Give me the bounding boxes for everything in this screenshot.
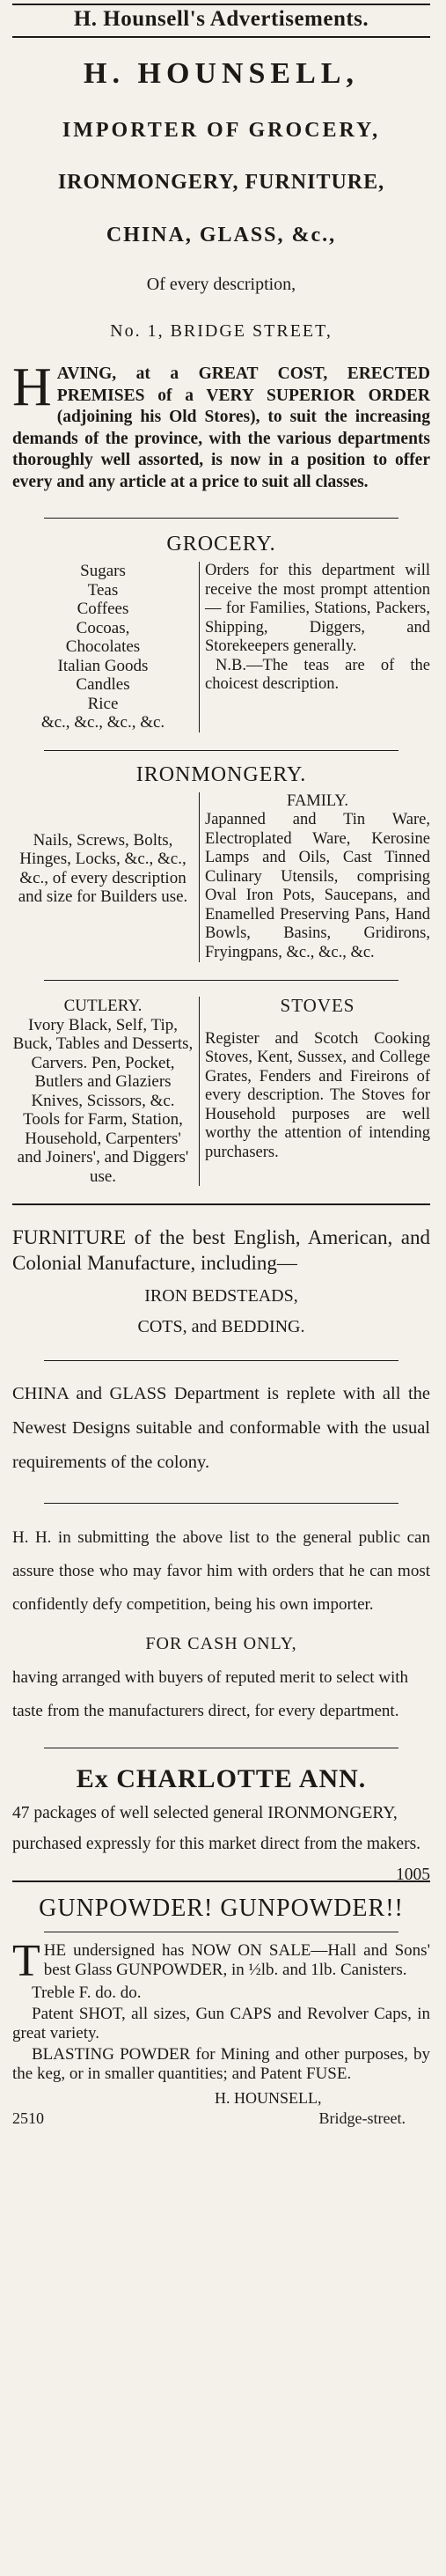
cutlery-title: CUTLERY. [63,997,143,1015]
ironmongery-section [12,792,430,963]
china-line: CHINA, GLASS, &c., [106,224,337,247]
hh-paragraph: H. H. in submitting the above list to the general public can assure those who may favor him with orders that he can most confidently defy competition, being his own importer. [12,1528,430,1614]
list-item: Sugars [80,562,126,580]
list-item: Italian Goods [57,656,149,675]
ex-number: 1005 [396,1866,430,1884]
grocery-list [12,562,194,732]
list-item: Candles [76,675,130,694]
builders-list [12,792,194,963]
ex-text: 47 packages of well selected general IRONMONGERY, purchased expressly for this market direct from the makers. [12,1804,421,1853]
divider [44,750,398,751]
cutlery-text: Ivory Black, Self, Tip, Buck, Tables and Desserts, Carvers. Pen, Pocket, Butlers and Glaziers Knives, Scissors, &c. Tools for Farm, Station, Household, Carpenters' and Joiners', and Diggers' use. [12,1015,194,1186]
address-line: No. 1, BRIDGE STREET, [110,321,333,341]
gunpowder-address: Bridge-street. [318,2109,406,2127]
ex-title: Ex CHARLOTTE ANN. [76,1764,367,1793]
gunpowder-text-4: BLASTING POWDER for Mining and other purposes, by the keg, or in smaller quantities; and Patent FUSE. [12,2045,430,2083]
family-section [205,792,430,963]
brace [199,562,200,732]
gunpowder-signature: H. HOUNSELL, [215,2089,322,2107]
family-text: Japanned and Tin Ware, Electroplated Ware, Kerosine Lamps and Oils, Cast Tinned Culinary Utensils, comprising Oval Iron Pots, Saucepans, and Enamelled Preserving Pans, Hand Bowls, Basins, Gridirons, Fryingpans, &c., &c., &c. [205,811,430,961]
list-item: &c., &c., &c., &c. [40,713,165,732]
grocery-description-text: Orders for this department will receive the most prompt attention — for Families, Stations, Packers, Shipping, Diggers, and Storekeepers generally. [205,562,430,655]
intro-dropcap: H [12,357,52,417]
divider [44,980,398,981]
intro-paragraph [12,357,430,493]
cash-text: having arranged with buyers of reputed merit to select with taste from the manufacturers direct, for every department. [12,1668,409,1720]
stoves-section [205,997,430,1186]
grocery-title: GROCERY. [166,533,276,556]
grocery-description [205,562,430,732]
divider [12,1203,430,1205]
gunpowder-paragraph [12,1936,430,1986]
gunpowder-text-3: Patent SHOT, all sizes, Gun CAPS and Revolver Caps, in great variety. [12,2005,430,2042]
divider [44,518,398,519]
furniture-text: FURNITURE of the best English, American, and Colonial Manufacture, including— [12,1226,430,1274]
divider [44,1503,398,1504]
grocery-note: N.B.—The teas are of the choicest description. [205,656,430,693]
list-item: Cocoas, [76,618,130,637]
intro-text: AVING, at a GREAT COST, ERECTED PREMISES of a VERY SUPERIOR ORDER (adjoining his Old Stores), to suit the increasing demands of the province, with the various departments thoroughly well assorted, is now in a position to offer every and any article at a price to suit all classes. [12,364,430,491]
gunpowder-title: GUNPOWDER! GUNPOWDER!! [39,1895,404,1922]
gunpowder-text-1: HE undersigned has NOW ON SALE—Hall and Sons' best Glass GUNPOWDER, in ½lb. and 1lb. Canisters. [43,1941,430,1979]
divider [44,1360,398,1361]
cutlery-section [12,997,194,1186]
furniture-item: COTS, and BEDDING. [137,1317,305,1336]
ex-paragraph [12,1798,430,1884]
brace [199,997,200,1186]
gunpowder-number: 2510 [12,2109,44,2127]
china-paragraph: CHINA and GLASS Department is replete with all the Newest Designs suitable and conformable with the usual requirements of the colony. [12,1384,430,1472]
furniture-item: IRON BEDSTEADS, [144,1286,298,1306]
ironmongery-line: IRONMONGERY, FURNITURE, [57,171,385,194]
brace [199,792,200,963]
family-title: FAMILY. [287,791,348,810]
grocery-section [12,562,430,732]
list-item: Chocolates [65,637,141,656]
stoves-title: STOVES [280,995,355,1016]
masthead-rule [12,36,430,38]
gunpowder-text-2: Treble F. do. do. [32,1984,142,2002]
description-line: Of every description, [146,275,296,294]
cash-title: FOR CASH ONLY, [145,1634,297,1653]
stoves-text: Register and Scotch Cooking Stoves, Kent, Sussex, and College Grates, Fenders and Fireirons of every description. The Stoves for Household purposes are well worthy the attention of intending purchasers. [205,1029,430,1161]
ironmongery-title: IRONMONGERY. [135,762,307,786]
gunpowder-dropcap: T [12,1936,40,1986]
list-item: Coffees [77,600,129,618]
builders-text: Nails, Screws, Bolts, Hinges, Locks, &c., &c., &c., of every description and size for Builders use. [18,830,188,906]
importer-line: IMPORTER OF GROCERY, [62,119,381,142]
divider [12,1880,430,1882]
cutlery-stoves-section [12,997,430,1186]
list-item: Rice [87,694,119,713]
gunpowder-footer [12,2109,430,2128]
masthead: H. Hounsell's Advertisements. [73,7,369,31]
list-item: Teas [87,580,119,600]
merchant-name: H. HOUNSELL, [84,57,359,90]
